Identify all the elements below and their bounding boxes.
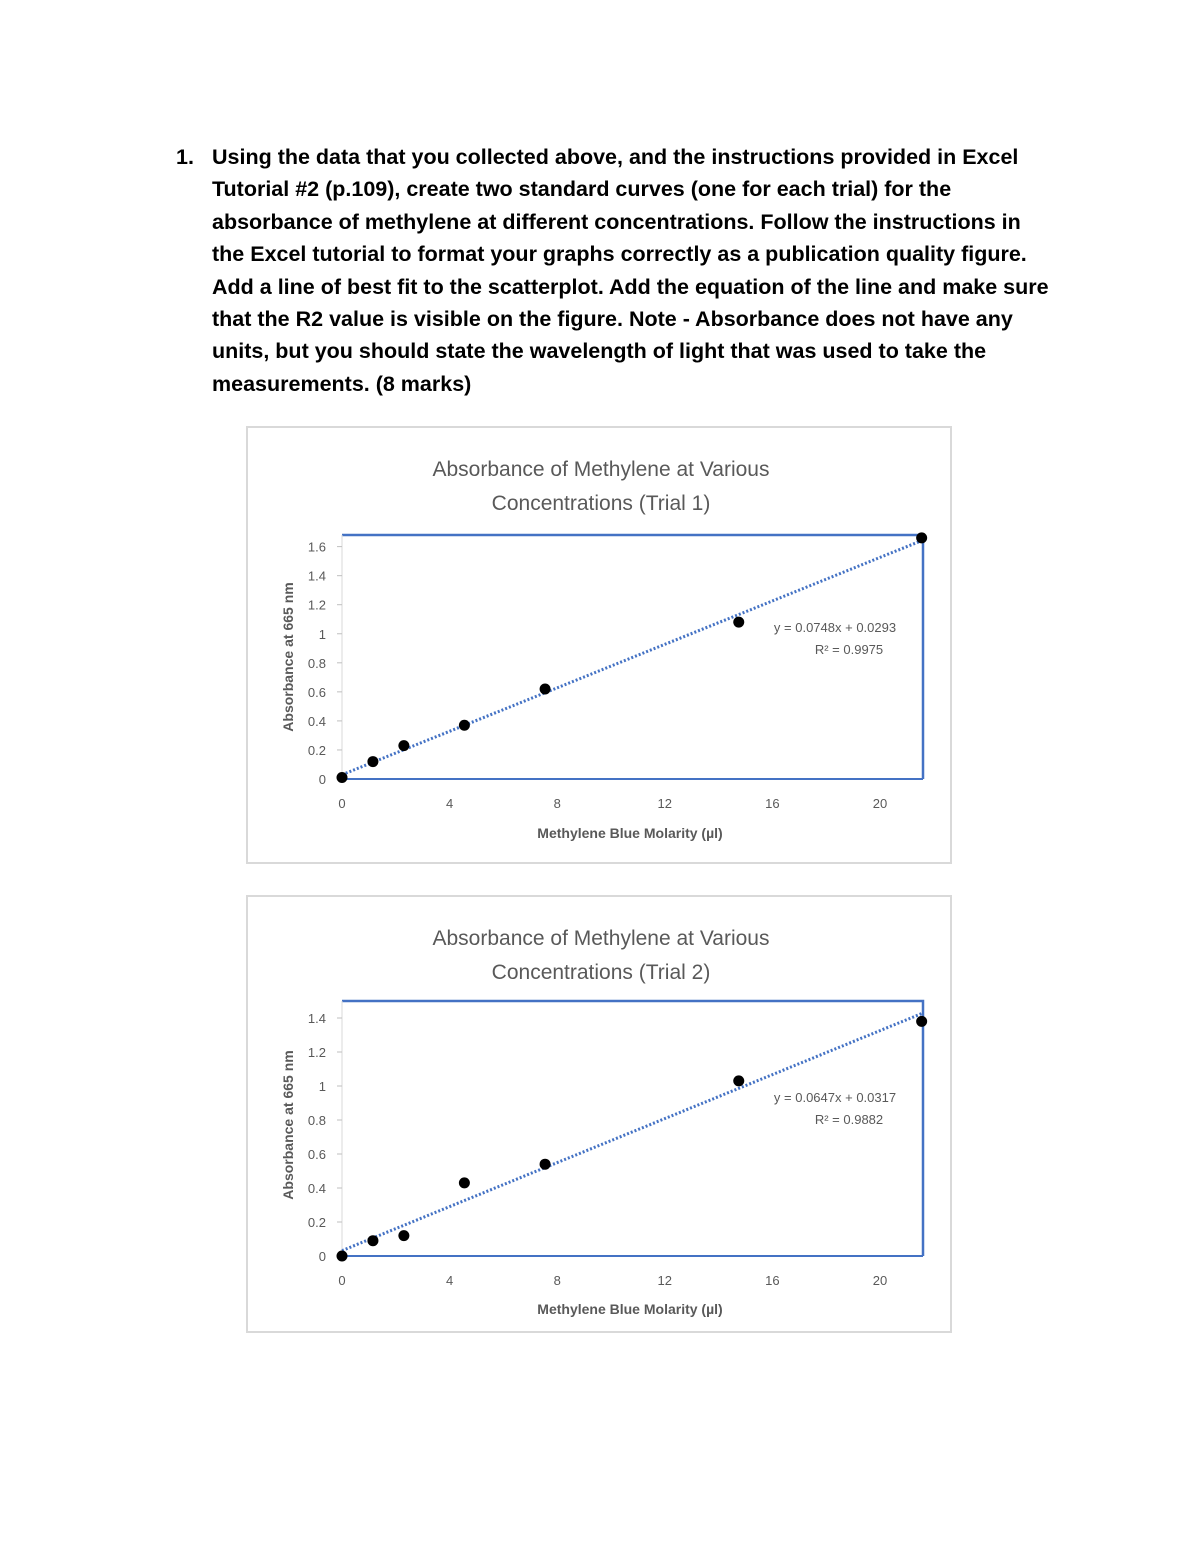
data-point [733, 617, 744, 628]
x-tick-label: 16 [765, 796, 780, 811]
question-text: Using the data that you collected above, and the instructions provided in Excel Tutorial #2 (p.109), create two standard curves (one for each trial) for the absorbance of methylene at different concentrations. Follow the instructions in the Excel tutorial to format your graphs correctly as a publication quality figure. Add a line of best fit to the scatterplot. Add the equation of the line and make sure that the R2 value is visible on the figure. Note - Absorbance does not have any units, but you should state the wavelength of light that was used to take the measurements. (8 marks) [212, 145, 1049, 396]
x-tick-label: 4 [445, 1273, 454, 1288]
y-tick-label: 1 [318, 626, 326, 642]
trendline-equation: y = 0.0748x + 0.0293 [773, 620, 897, 635]
r-squared-label: R² = 0.9975 [814, 642, 884, 657]
data-point [916, 532, 927, 543]
trendline [342, 541, 922, 775]
x-tick-label: 20 [872, 796, 888, 811]
y-tick-label: 0 [318, 772, 326, 787]
chart-trial-1 [246, 426, 952, 864]
y-tick-label: 0.2 [307, 1215, 326, 1230]
data-point [459, 720, 470, 731]
data-point [459, 1177, 470, 1188]
chart-trial-1-svg [248, 428, 954, 866]
y-tick-label: 1.2 [307, 597, 326, 613]
y-tick-label: 0.6 [307, 1147, 326, 1162]
y-tick-label: 0.8 [307, 1113, 326, 1128]
y-tick-label: 1.4 [307, 1011, 326, 1026]
x-tick-label: 8 [553, 796, 561, 811]
data-point [337, 772, 348, 783]
y-tick-label: 1.4 [307, 568, 326, 584]
question-number: 1. [176, 145, 194, 169]
y-tick-label: 0.4 [307, 1181, 326, 1196]
y-tick-label: 0.4 [307, 713, 326, 729]
chart-title-line1: Absorbance of Methylene at Various [432, 458, 770, 481]
question-block [176, 141, 1056, 400]
data-point [337, 1251, 348, 1262]
y-tick-label: 1 [318, 1079, 326, 1094]
chart-title-line2: Concentrations (Trial 1) [491, 492, 711, 515]
chart-trial-2-svg [248, 897, 954, 1335]
plot-marks [308, 1001, 927, 1288]
data-point [367, 756, 378, 767]
x-tick-label: 0 [338, 1273, 346, 1288]
x-tick-label: 20 [872, 1273, 888, 1288]
x-tick-label: 8 [553, 1273, 561, 1288]
chart-title-line1: Absorbance of Methylene at Various [432, 927, 770, 950]
y-tick-label: 1.6 [307, 539, 326, 555]
trendline-equation: y = 0.0647x + 0.0317 [773, 1090, 897, 1105]
y-tick-label: 0.8 [307, 655, 326, 671]
data-point [398, 740, 409, 751]
x-axis-label: Methylene Blue Molarity (µl) [537, 1301, 723, 1317]
chart-title-line2: Concentrations (Trial 2) [491, 961, 711, 984]
x-tick-label: 0 [338, 796, 346, 811]
data-point [540, 1159, 551, 1170]
x-tick-label: 4 [445, 796, 454, 811]
data-point [540, 683, 551, 694]
y-tick-label: 0.2 [307, 742, 326, 758]
data-point [398, 1230, 409, 1241]
plot-marks [308, 532, 927, 811]
trendline [342, 1014, 922, 1251]
y-tick-label: 1.2 [307, 1045, 326, 1060]
chart-trial-2 [246, 895, 952, 1333]
r-squared-label: R² = 0.9882 [814, 1112, 884, 1127]
data-point [733, 1075, 744, 1086]
x-axis-label: Methylene Blue Molarity (µl) [537, 825, 723, 841]
y-axis-label: Absorbance at 665 nm [280, 1050, 296, 1200]
data-point [916, 1016, 927, 1027]
y-axis-label: Absorbance at 665 nm [280, 582, 296, 732]
y-tick-label: 0.6 [307, 684, 326, 700]
data-point [367, 1235, 378, 1246]
x-tick-label: 16 [765, 1273, 780, 1288]
plot-area-border [342, 1001, 923, 1256]
x-tick-label: 12 [657, 796, 673, 811]
x-tick-label: 12 [657, 1273, 673, 1288]
y-tick-label: 0 [318, 1249, 326, 1264]
